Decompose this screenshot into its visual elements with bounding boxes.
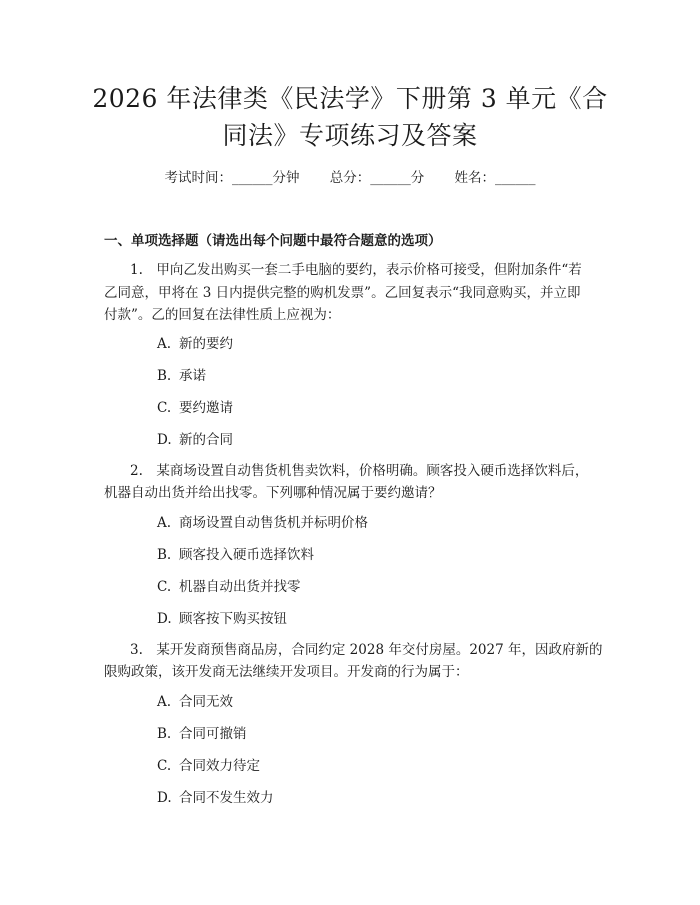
option-text: 合同不发生效力 xyxy=(179,790,274,806)
option-letter: D. xyxy=(157,611,172,627)
question-3-line-2: 限购政策，该开发商无法继续开发项目。开发商的行为属于： xyxy=(104,664,469,680)
question-1-line-2: 乙同意，甲将在 3 日内提供完整的购机发票”。乙回复表示“我同意购买，并立即 xyxy=(104,285,581,301)
option-letter: A. xyxy=(157,694,172,710)
question-1-option-a xyxy=(157,334,233,354)
option-text: 顾客按下购买按钮 xyxy=(179,611,287,627)
option-letter: C. xyxy=(157,758,172,774)
question-2-line-2: 机器自动出货并给出找零。下列哪种情况属于要约邀请？ xyxy=(104,485,442,501)
option-letter: A. xyxy=(157,336,172,352)
option-letter: C. xyxy=(157,579,172,595)
option-text: 承诺 xyxy=(179,368,206,384)
exam-meta xyxy=(0,169,700,187)
option-letter: D. xyxy=(157,790,172,806)
question-3-option-c xyxy=(157,756,260,776)
total-score-label: 总分：______分 xyxy=(329,170,425,186)
question-1-option-c xyxy=(157,398,233,418)
question-3-option-a xyxy=(157,692,233,712)
question-2-option-c xyxy=(157,577,301,597)
document-title xyxy=(70,80,630,154)
question-1-option-b xyxy=(157,366,206,386)
option-letter: B. xyxy=(157,547,172,563)
option-text: 要约邀请 xyxy=(179,400,233,416)
option-letter: C. xyxy=(157,400,172,416)
option-letter: B. xyxy=(157,368,172,384)
question-3-option-d xyxy=(157,788,274,808)
question-1-option-d xyxy=(157,430,233,450)
option-letter: B. xyxy=(157,726,172,742)
option-text: 合同效力待定 xyxy=(179,758,260,774)
option-text: 机器自动出货并找零 xyxy=(179,579,301,595)
section-heading: 一、单项选择题（请选出每个问题中最符合题意的选项） xyxy=(104,233,442,249)
title-line-2: 同法》专项练习及答案 xyxy=(222,121,478,150)
question-2-line-1: 2. 某商场设置自动售货机售卖饮料，价格明确。顾客投入硬币选择饮料后， xyxy=(130,463,589,479)
question-2-option-b xyxy=(157,545,314,565)
question-2-option-a xyxy=(157,513,368,533)
option-text: 商场设置自动售货机并标明价格 xyxy=(179,515,368,531)
name-label: 姓名：______ xyxy=(454,170,536,186)
question-3-line-1: 3. 某开发商预售商品房，合同约定 2028 年交付房屋。2027 年，因政府新的 xyxy=(130,642,603,658)
question-1-line-3: 付款”。乙的回复在法律性质上应视为： xyxy=(104,307,341,323)
question-2-option-d xyxy=(157,609,287,629)
option-text: 顾客投入硬币选择饮料 xyxy=(179,547,314,563)
question-1-line-1: 1. 甲向乙发出购买一套二手电脑的要约，表示价格可接受，但附加条件“若 xyxy=(130,262,582,278)
option-letter: D. xyxy=(157,432,172,448)
option-letter: A. xyxy=(157,515,172,531)
option-text: 合同无效 xyxy=(179,694,233,710)
exam-time-label: 考试时间：______分钟 xyxy=(164,170,300,186)
title-line-1: 2026 年法律类《民法学》下册第 3 单元《合 xyxy=(92,84,608,113)
question-3-option-b xyxy=(157,724,247,744)
option-text: 新的要约 xyxy=(179,336,233,352)
option-text: 新的合同 xyxy=(179,432,233,448)
option-text: 合同可撤销 xyxy=(179,726,247,742)
